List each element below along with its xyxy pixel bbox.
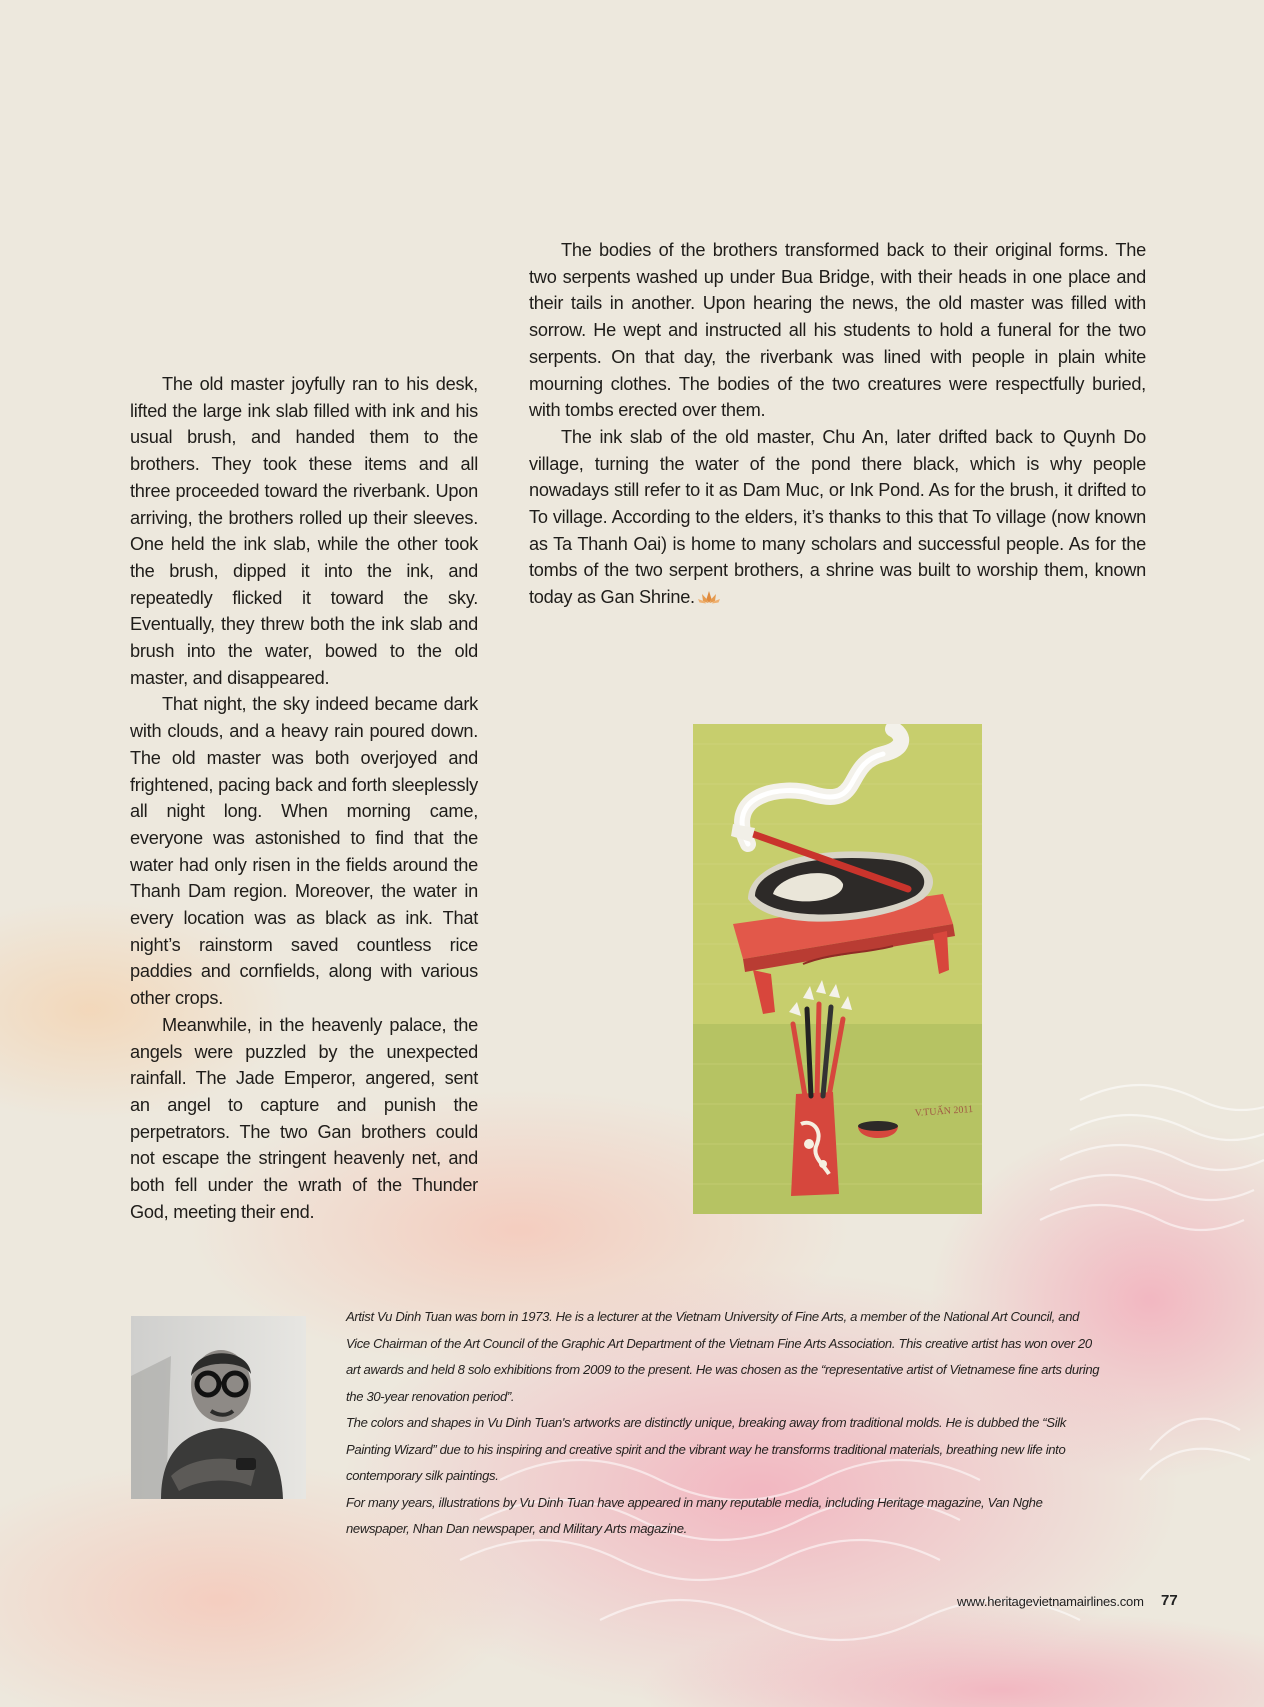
illustration-ink-slab-painting <box>693 724 982 1214</box>
left-paragraph-1: The old master joyfully ran to his desk, lifted the large ink slab filled with ink and his usual brush, and handed them to the brothers. They took these items and all three proceeded toward the riverbank. Upon arriving, the brothers rolled up their sleeves. One held the ink slab, while the other took the brush, dipped it into the ink, and repeatedly flicked it toward the sky. Eventually, they threw both the ink slab and brush into the water, bowed to the old master, and disappeared. <box>130 374 478 688</box>
artist-portrait-photo <box>131 1316 306 1499</box>
left-column-text <box>130 371 478 1226</box>
painting-signature: V.TUẤN 2011 <box>914 1103 974 1119</box>
footer-website[interactable]: www.heritagevietnamairlines.com <box>957 1594 1144 1609</box>
bio-paragraph-1: Artist Vu Dinh Tuan was born in 1973. He is a lecturer at the Vietnam University of Fine Arts, a member of the National Art Council, and Vice Chairman of the Art Council of the Graphic Art Department of the Vietnam Fine Arts Association. This creative artist has won over 20 art awards and held 8 solo exhibitions from 2009 to the present. He was chosen as the “representative artist of Vietnamese fine arts during the 30-year renovation period”. <box>346 1309 1100 1404</box>
right-paragraph-1: The bodies of the brothers transformed back to their original forms. The two serpents washed up under Bua Bridge, with their heads in one place and their tails in another. Upon hearing the news, the old master was filled with sorrow. He wept and instructed all his students to hold a funeral for the two serpents. On that day, the riverbank was lined with people in plain white mourning clothes. The bodies of the two creatures were respectfully buried, with tombs erected over them. <box>529 240 1146 421</box>
right-column-text <box>529 237 1146 611</box>
artist-bio <box>346 1304 1106 1543</box>
left-paragraph-2: That night, the sky indeed became dark with clouds, and a heavy rain poured down. The old master was both overjoyed and frightened, pacing back and forth sleeplessly all night long. When morning came, everyone was astonished to find that the water had only risen in the fields around the Thanh Dam region. Moreover, the water in every location was as black as ink. That night’s rainstorm saved countless rice paddies and cornfields, along with various other crops. <box>130 694 478 1009</box>
bio-paragraph-3: For many years, illustrations by Vu Dinh Tuan have appeared in many reputable media, including Heritage magazine, Van Nghe newspaper, Nhan Dan newspaper, and Military Arts magazine. <box>346 1494 1043 1536</box>
right-paragraph-2-text: The ink slab of the old master, Chu An, later drifted back to Quynh Do village, turning the water of the pond there black, which is why people nowadays still refer to it as Dam Muc, or Ink Pond. As for the brush, it drifted to To village. According to the elders, it’s thanks to this that To village (now known as Ta Thanh Oai) is home to many scholars and successful people. As for the tombs of the two serpent brothers, a shrine was built to worship them, known today as Gan Shrine. <box>529 426 1146 608</box>
right-paragraph-2 <box>529 424 1146 611</box>
lotus-icon <box>697 590 721 604</box>
bio-paragraph-2: The colors and shapes in Vu Dinh Tuan's artworks are distinctly unique, breaking away from traditional molds. He is dubbed the “Silk Painting Wizard” due to his inspiring and creative spirit and the vibrant way he transforms traditional materials, breathing new life into contemporary silk paintings. <box>346 1415 1067 1483</box>
left-paragraph-3: Meanwhile, in the heavenly palace, the angels were puzzled by the unexpected rainfall. The Jade Emperor, angered, sent an angel to capture and punish the perpetrators. The two Gan brothers could not escape the stringent heavenly net, and both fell under the wrath of the Thunder God, meeting their end. <box>130 1014 478 1222</box>
page-number: 77 <box>1161 1592 1178 1609</box>
